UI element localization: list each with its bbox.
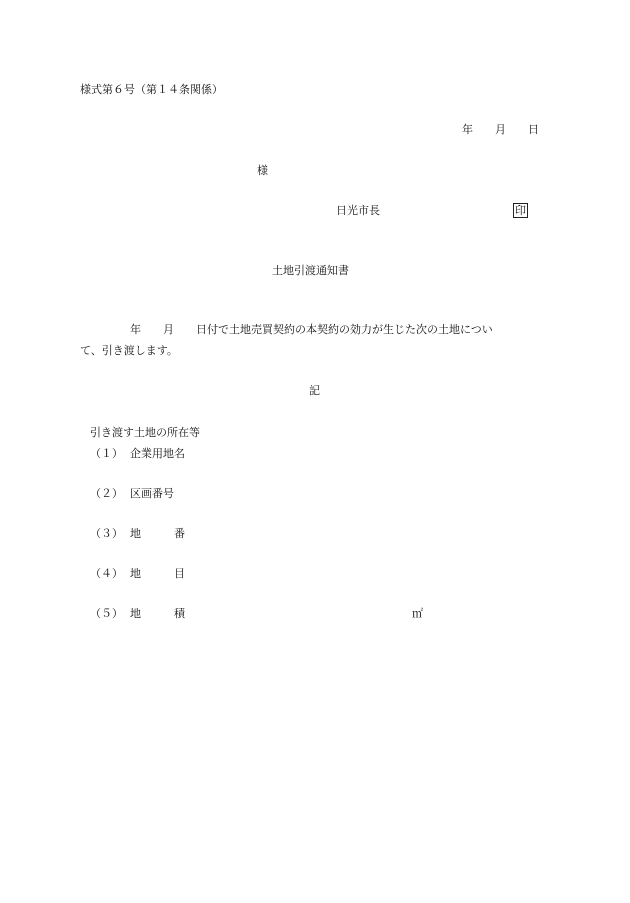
item-number: （１）: [90, 447, 123, 460]
item-number: （３）: [90, 527, 123, 540]
addressee-suffix: 様: [257, 164, 268, 177]
body-line-1: 年 月 日付で土地売買契約の本契約の効力が生じた次の土地につい: [130, 323, 493, 336]
date-line: 年 月 日: [462, 123, 539, 136]
item-label: 区画番号: [130, 487, 174, 500]
item-number: （２）: [90, 487, 123, 500]
document-title: 土地引渡通知書: [272, 264, 349, 277]
ki-label: 記: [309, 384, 320, 397]
sender-name: 日光市長: [336, 204, 380, 217]
area-unit: ㎡: [412, 607, 423, 620]
item-number: （４）: [90, 567, 123, 580]
seal-stamp: 印: [515, 204, 526, 217]
item-label: 地 番: [130, 527, 185, 540]
form-number: 様式第６号（第１４条関係）: [80, 83, 223, 96]
item-number: （５）: [90, 607, 123, 620]
item-label: 企業用地名: [130, 447, 185, 460]
item-label: 地 積: [130, 607, 185, 620]
body-line-2: て、引き渡します。: [80, 344, 178, 357]
section-heading: 引き渡す土地の所在等: [90, 426, 200, 439]
item-label: 地 目: [130, 567, 185, 580]
